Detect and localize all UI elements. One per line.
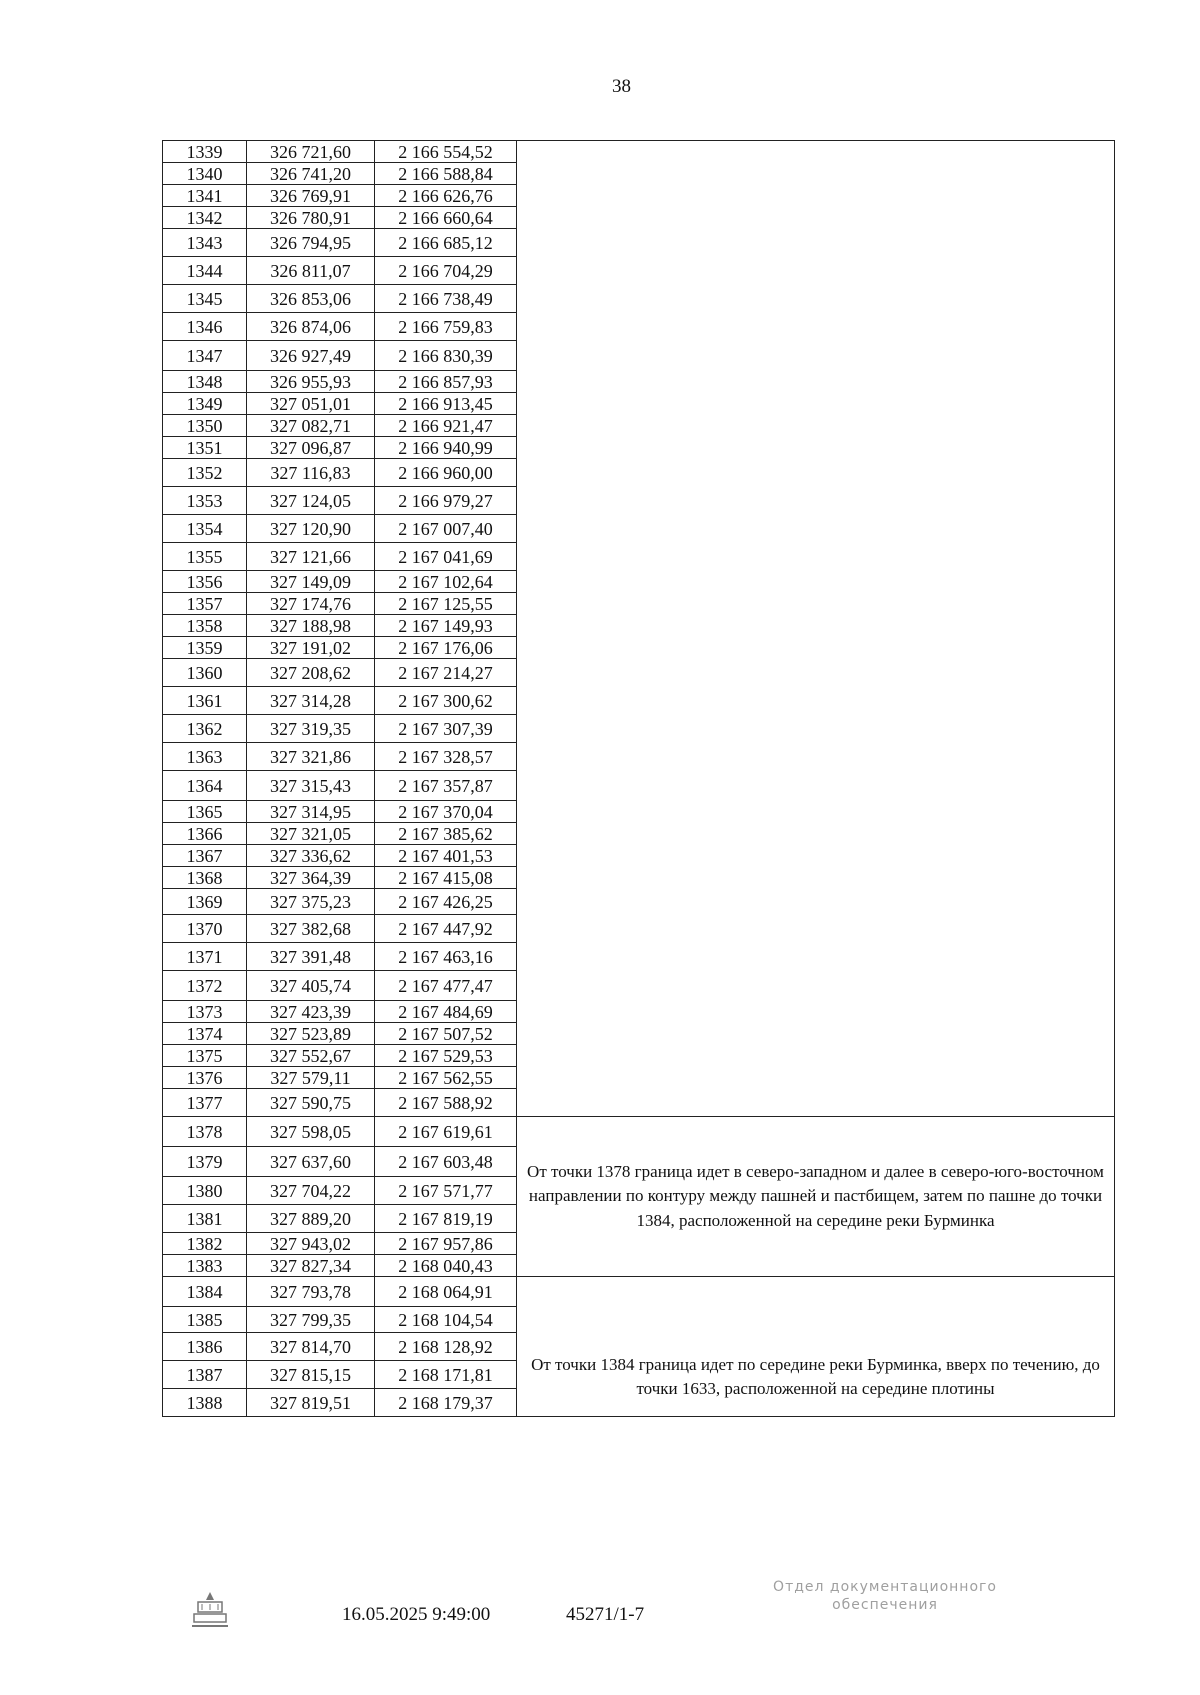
x-coordinate-cell: 327 382,68: [247, 915, 375, 943]
y-coordinate-cell: 2 167 529,53: [375, 1045, 517, 1067]
point-number-cell: 1343: [163, 229, 247, 257]
footer-document-code: 45271/1-7: [566, 1604, 645, 1625]
point-number-cell: 1357: [163, 593, 247, 615]
point-number-cell: 1342: [163, 207, 247, 229]
y-coordinate-cell: 2 167 007,40: [375, 515, 517, 543]
y-coordinate-cell: 2 167 463,16: [375, 943, 517, 971]
y-coordinate-cell: 2 166 830,39: [375, 341, 517, 371]
x-coordinate-cell: 327 793,78: [247, 1277, 375, 1307]
x-coordinate-cell: 327 120,90: [247, 515, 375, 543]
x-coordinate-cell: 327 321,86: [247, 743, 375, 771]
y-coordinate-cell: 2 167 357,87: [375, 771, 517, 801]
y-coordinate-cell: 2 167 507,52: [375, 1023, 517, 1045]
x-coordinate-cell: 327 336,62: [247, 845, 375, 867]
y-coordinate-cell: 2 167 370,04: [375, 801, 517, 823]
point-number-cell: 1347: [163, 341, 247, 371]
y-coordinate-cell: 2 167 484,69: [375, 1001, 517, 1023]
point-number-cell: 1352: [163, 459, 247, 487]
point-number-cell: 1351: [163, 437, 247, 459]
point-number-cell: 1368: [163, 867, 247, 889]
y-coordinate-cell: 2 167 385,62: [375, 823, 517, 845]
y-coordinate-cell: 2 166 940,99: [375, 437, 517, 459]
point-number-cell: 1372: [163, 971, 247, 1001]
table-row: [163, 1277, 1115, 1307]
y-coordinate-cell: 2 167 415,08: [375, 867, 517, 889]
point-number-cell: 1344: [163, 257, 247, 285]
y-coordinate-cell: 2 167 477,47: [375, 971, 517, 1001]
y-coordinate-cell: 2 166 588,84: [375, 163, 517, 185]
x-coordinate-cell: 327 116,83: [247, 459, 375, 487]
x-coordinate-cell: 327 314,95: [247, 801, 375, 823]
x-coordinate-cell: 326 769,91: [247, 185, 375, 207]
x-coordinate-cell: 327 188,98: [247, 615, 375, 637]
point-number-cell: 1377: [163, 1089, 247, 1117]
y-coordinate-cell: 2 167 426,25: [375, 889, 517, 915]
point-number-cell: 1365: [163, 801, 247, 823]
point-number-cell: 1345: [163, 285, 247, 313]
x-coordinate-cell: 326 874,06: [247, 313, 375, 341]
y-coordinate-cell: 2 166 554,52: [375, 141, 517, 163]
y-coordinate-cell: 2 166 913,45: [375, 393, 517, 415]
y-coordinate-cell: 2 166 626,76: [375, 185, 517, 207]
point-number-cell: 1363: [163, 743, 247, 771]
y-coordinate-cell: 2 167 041,69: [375, 543, 517, 571]
point-number-cell: 1341: [163, 185, 247, 207]
footer-datetime: 16.05.2025 9:49:00: [342, 1604, 491, 1625]
y-coordinate-cell: 2 167 619,61: [375, 1117, 517, 1147]
stamp-line-2: обеспечения: [832, 1597, 938, 1614]
y-coordinate-cell: 2 167 957,86: [375, 1233, 517, 1255]
point-number-cell: 1384: [163, 1277, 247, 1307]
table-row: [163, 141, 1115, 163]
y-coordinate-cell: 2 168 040,43: [375, 1255, 517, 1277]
point-number-cell: 1383: [163, 1255, 247, 1277]
y-coordinate-cell: 2 168 171,81: [375, 1361, 517, 1389]
point-number-cell: 1371: [163, 943, 247, 971]
point-number-cell: 1375: [163, 1045, 247, 1067]
x-coordinate-cell: 327 096,87: [247, 437, 375, 459]
x-coordinate-cell: 327 405,74: [247, 971, 375, 1001]
y-coordinate-cell: 2 166 660,64: [375, 207, 517, 229]
point-number-cell: 1362: [163, 715, 247, 743]
point-number-cell: 1385: [163, 1307, 247, 1333]
y-coordinate-cell: 2 167 125,55: [375, 593, 517, 615]
y-coordinate-cell: 2 166 704,29: [375, 257, 517, 285]
y-coordinate-cell: 2 167 300,62: [375, 687, 517, 715]
y-coordinate-cell: 2 167 603,48: [375, 1147, 517, 1177]
point-number-cell: 1339: [163, 141, 247, 163]
x-coordinate-cell: 327 590,75: [247, 1089, 375, 1117]
point-number-cell: 1378: [163, 1117, 247, 1147]
x-coordinate-cell: 327 321,05: [247, 823, 375, 845]
x-coordinate-cell: 327 191,02: [247, 637, 375, 659]
y-coordinate-cell: 2 167 176,06: [375, 637, 517, 659]
point-number-cell: 1354: [163, 515, 247, 543]
x-coordinate-cell: 327 314,28: [247, 687, 375, 715]
point-number-cell: 1356: [163, 571, 247, 593]
y-coordinate-cell: 2 166 738,49: [375, 285, 517, 313]
x-coordinate-cell: 327 375,23: [247, 889, 375, 915]
y-coordinate-cell: 2 167 401,53: [375, 845, 517, 867]
x-coordinate-cell: 327 319,35: [247, 715, 375, 743]
department-stamp: [740, 1578, 1030, 1614]
point-number-cell: 1359: [163, 637, 247, 659]
y-coordinate-cell: 2 166 921,47: [375, 415, 517, 437]
x-coordinate-cell: 327 815,15: [247, 1361, 375, 1389]
page-number: 38: [612, 76, 631, 97]
y-coordinate-cell: 2 167 562,55: [375, 1067, 517, 1089]
description-cell-1378: От точки 1378 граница идет в северо-западном и далее в северо-юго-восточном направлении по контуру между пашней и пастбищем, затем по пашне до точки 1384, расположенной на середине реки Бурминка: [517, 1117, 1115, 1277]
emblem-icon: [188, 1588, 232, 1632]
point-number-cell: 1348: [163, 371, 247, 393]
y-coordinate-cell: 2 166 857,93: [375, 371, 517, 393]
y-coordinate-cell: 2 167 571,77: [375, 1177, 517, 1205]
point-number-cell: 1373: [163, 1001, 247, 1023]
x-coordinate-cell: 326 780,91: [247, 207, 375, 229]
x-coordinate-cell: 327 174,76: [247, 593, 375, 615]
point-number-cell: 1388: [163, 1389, 247, 1417]
point-number-cell: 1367: [163, 845, 247, 867]
coordinates-table-body: [163, 141, 1115, 1417]
point-number-cell: 1364: [163, 771, 247, 801]
x-coordinate-cell: 326 794,95: [247, 229, 375, 257]
y-coordinate-cell: 2 166 979,27: [375, 487, 517, 515]
x-coordinate-cell: 327 364,39: [247, 867, 375, 889]
x-coordinate-cell: 327 391,48: [247, 943, 375, 971]
x-coordinate-cell: 327 124,05: [247, 487, 375, 515]
y-coordinate-cell: 2 168 179,37: [375, 1389, 517, 1417]
x-coordinate-cell: 327 051,01: [247, 393, 375, 415]
y-coordinate-cell: 2 167 328,57: [375, 743, 517, 771]
x-coordinate-cell: 327 827,34: [247, 1255, 375, 1277]
x-coordinate-cell: 327 523,89: [247, 1023, 375, 1045]
x-coordinate-cell: 326 811,07: [247, 257, 375, 285]
point-number-cell: 1381: [163, 1205, 247, 1233]
y-coordinate-cell: 2 167 588,92: [375, 1089, 517, 1117]
y-coordinate-cell: 2 167 307,39: [375, 715, 517, 743]
x-coordinate-cell: 327 579,11: [247, 1067, 375, 1089]
point-number-cell: 1376: [163, 1067, 247, 1089]
description-cell-empty: [517, 141, 1115, 1117]
y-coordinate-cell: 2 167 149,93: [375, 615, 517, 637]
x-coordinate-cell: 327 552,67: [247, 1045, 375, 1067]
point-number-cell: 1380: [163, 1177, 247, 1205]
table-row: [163, 1117, 1115, 1147]
x-coordinate-cell: 326 741,20: [247, 163, 375, 185]
x-coordinate-cell: 326 721,60: [247, 141, 375, 163]
x-coordinate-cell: 326 927,49: [247, 341, 375, 371]
y-coordinate-cell: 2 167 214,27: [375, 659, 517, 687]
y-coordinate-cell: 2 166 759,83: [375, 313, 517, 341]
y-coordinate-cell: 2 168 128,92: [375, 1333, 517, 1361]
x-coordinate-cell: 326 955,93: [247, 371, 375, 393]
description-cell-1384: От точки 1384 граница идет по середине реки Бурминка, вверх по течению, до точки 1633, расположенной на середине плотины: [517, 1277, 1115, 1417]
y-coordinate-cell: 2 167 447,92: [375, 915, 517, 943]
point-number-cell: 1360: [163, 659, 247, 687]
point-number-cell: 1366: [163, 823, 247, 845]
x-coordinate-cell: 327 423,39: [247, 1001, 375, 1023]
y-coordinate-cell: 2 167 819,19: [375, 1205, 517, 1233]
y-coordinate-cell: 2 166 685,12: [375, 229, 517, 257]
y-coordinate-cell: 2 167 102,64: [375, 571, 517, 593]
x-coordinate-cell: 327 149,09: [247, 571, 375, 593]
point-number-cell: 1353: [163, 487, 247, 515]
point-number-cell: 1358: [163, 615, 247, 637]
x-coordinate-cell: 327 598,05: [247, 1117, 375, 1147]
coordinates-table: [162, 140, 1115, 1417]
x-coordinate-cell: 327 121,66: [247, 543, 375, 571]
stamp-line-1: Отдел документационного: [773, 1579, 997, 1595]
x-coordinate-cell: 327 315,43: [247, 771, 375, 801]
x-coordinate-cell: 327 082,71: [247, 415, 375, 437]
point-number-cell: 1355: [163, 543, 247, 571]
y-coordinate-cell: 2 168 104,54: [375, 1307, 517, 1333]
point-number-cell: 1387: [163, 1361, 247, 1389]
point-number-cell: 1374: [163, 1023, 247, 1045]
point-number-cell: 1350: [163, 415, 247, 437]
point-number-cell: 1386: [163, 1333, 247, 1361]
x-coordinate-cell: 326 853,06: [247, 285, 375, 313]
point-number-cell: 1361: [163, 687, 247, 715]
y-coordinate-cell: 2 166 960,00: [375, 459, 517, 487]
x-coordinate-cell: 327 208,62: [247, 659, 375, 687]
point-number-cell: 1382: [163, 1233, 247, 1255]
point-number-cell: 1379: [163, 1147, 247, 1177]
y-coordinate-cell: 2 168 064,91: [375, 1277, 517, 1307]
x-coordinate-cell: 327 943,02: [247, 1233, 375, 1255]
x-coordinate-cell: 327 819,51: [247, 1389, 375, 1417]
x-coordinate-cell: 327 637,60: [247, 1147, 375, 1177]
x-coordinate-cell: 327 814,70: [247, 1333, 375, 1361]
x-coordinate-cell: 327 704,22: [247, 1177, 375, 1205]
point-number-cell: 1369: [163, 889, 247, 915]
x-coordinate-cell: 327 889,20: [247, 1205, 375, 1233]
point-number-cell: 1346: [163, 313, 247, 341]
x-coordinate-cell: 327 799,35: [247, 1307, 375, 1333]
point-number-cell: 1370: [163, 915, 247, 943]
point-number-cell: 1349: [163, 393, 247, 415]
point-number-cell: 1340: [163, 163, 247, 185]
